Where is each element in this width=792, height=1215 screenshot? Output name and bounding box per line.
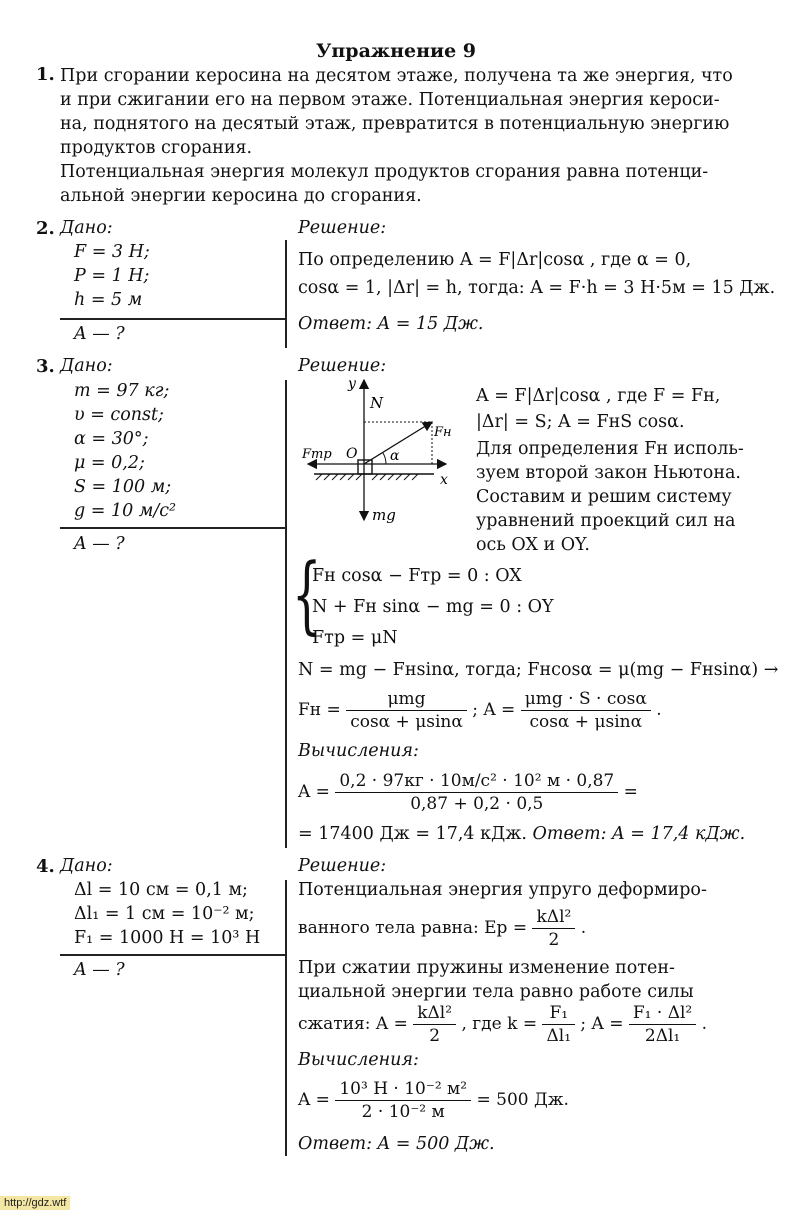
formula-text: ; A = xyxy=(580,1014,624,1034)
solution-line: ось OX и OY. xyxy=(476,535,590,555)
solution-line: |Δr| = S; A = FнS cosα. xyxy=(476,412,685,432)
find-label: A — ? xyxy=(74,960,125,980)
given-item: μ = 0,2; xyxy=(74,453,145,473)
body-block xyxy=(358,460,372,474)
given-item: F = 3 Н; xyxy=(74,242,150,262)
problem-1-line: и при сжигании его на первом этаже. Потенциальная энергия кероси- xyxy=(60,90,720,110)
solution-line: A = F|Δr|cosα , где F = Fн, xyxy=(476,386,721,406)
numerator: 10³ Н · 10⁻² м² xyxy=(335,1078,471,1101)
denominator: 0,87 + 0,2 · 0,5 xyxy=(410,794,544,814)
problem-4-number: 4. xyxy=(36,856,55,877)
problem-1-line: При сгорании керосина на десятом этаже, получена та же энергия, что xyxy=(60,66,733,86)
given-item: υ = const; xyxy=(74,405,164,425)
fraction xyxy=(521,688,651,733)
formula-text: . xyxy=(701,1014,708,1034)
solution-line: Потенциальная энергия упруго деформиро- xyxy=(298,880,707,900)
solution-label: Решение: xyxy=(298,356,387,376)
answer: Ответ: A = 15 Дж. xyxy=(298,314,484,334)
force-diagram xyxy=(294,374,464,530)
problem-1-number: 1. xyxy=(36,64,55,85)
fraction xyxy=(335,1078,471,1123)
denominator: 2Δl₁ xyxy=(644,1026,681,1046)
denominator: Δl₁ xyxy=(546,1026,572,1046)
problem-1-line: Потенциальная энергия молекул продуктов сгорания равна потенци- xyxy=(60,162,709,182)
numerator: kΔl² xyxy=(413,1002,456,1025)
denominator: 2 xyxy=(429,1026,441,1046)
formula-text: . xyxy=(656,700,662,720)
formula-row xyxy=(298,688,662,733)
formula-text: . xyxy=(580,918,587,938)
system-equation: Fн cosα − Fтр = 0 : OX xyxy=(312,566,522,586)
numerator: kΔl² xyxy=(532,906,575,929)
label-fn: Fн xyxy=(434,425,452,440)
given-item: P = 1 Н; xyxy=(74,266,150,286)
problem-3-number: 3. xyxy=(36,356,55,377)
given-item: Δl₁ = 1 см = 10⁻² м; xyxy=(74,904,255,924)
problem-1-line: на, поднятого на десятый этаж, превратится в потенциальную энергию xyxy=(60,114,730,134)
given-item: m = 97 кг; xyxy=(74,381,170,401)
formula-text: = xyxy=(623,782,638,802)
problem-1-line: продуктов сгорания. xyxy=(60,138,253,158)
watermark-link[interactable]: http://gdz.wtf xyxy=(0,1196,70,1210)
solution-line: Для определения Fн исполь- xyxy=(476,439,744,459)
calc-label: Вычисления: xyxy=(298,1050,419,1070)
denominator: cosα + μsinα xyxy=(529,712,643,732)
numerator: F₁ · Δl² xyxy=(629,1002,696,1025)
solution-line: cosα = 1, |Δr| = h, тогда: A = F·h = 3 Н·5м = 15 Дж. xyxy=(298,278,776,298)
given-item: F₁ = 1000 Н = 10³ Н xyxy=(74,928,261,948)
fraction xyxy=(335,770,618,815)
label-alpha: α xyxy=(390,448,400,464)
find-label: A — ? xyxy=(74,534,125,554)
formula-row xyxy=(298,906,586,951)
label-o: O xyxy=(346,446,358,462)
system-brace: { xyxy=(292,545,322,643)
given-divider xyxy=(60,318,286,320)
page-title: Упражнение 9 xyxy=(315,40,477,62)
alpha-arc xyxy=(383,453,386,464)
find-label: A — ? xyxy=(74,324,125,344)
problem-4-dano: Дано: xyxy=(60,856,113,876)
label-x: x xyxy=(440,472,448,488)
calc-label: Вычисления: xyxy=(298,741,419,761)
formula-text: A = xyxy=(298,782,330,802)
calc-result xyxy=(298,824,745,844)
result-text: = 17400 Дж = 17,4 кДж. xyxy=(298,824,527,844)
solution-line: При сжатии пружины изменение потен- xyxy=(298,958,675,978)
column-divider xyxy=(285,240,287,348)
problem-2-number: 2. xyxy=(36,218,55,239)
solution-label: Решение: xyxy=(298,218,387,238)
column-divider xyxy=(285,880,287,1156)
solution-label: Решение: xyxy=(298,856,387,876)
problem-1-text xyxy=(60,64,770,208)
denominator: cosα + μsinα xyxy=(350,712,463,732)
fraction xyxy=(542,1002,575,1047)
solution-line: Составим и решим систему xyxy=(476,487,732,507)
formula-text: сжатия: A = xyxy=(298,1014,408,1034)
given-item: S = 100 м; xyxy=(74,477,172,497)
formula-text: ; A = xyxy=(472,700,516,720)
solution-line: N = mg − Fнsinα, тогда; Fнcosα = μ(mg − Fнsinα) → xyxy=(298,660,779,680)
label-n: N xyxy=(370,394,384,412)
formula-text: , где k = xyxy=(461,1014,538,1034)
formula-row xyxy=(298,1002,707,1047)
answer: Ответ: A = 17,4 кДж. xyxy=(532,824,746,844)
formula-text: ванного тела равна: Eр = xyxy=(298,918,528,938)
given-divider xyxy=(60,527,286,529)
numerator: F₁ xyxy=(542,1002,575,1025)
given-item: g = 10 м/с² xyxy=(74,501,177,521)
calc-row xyxy=(298,1078,569,1123)
system-equation: N + Fн sinα − mg = 0 : OY xyxy=(312,597,554,617)
label-y: y xyxy=(348,376,356,392)
label-ftr: Fтр xyxy=(302,447,332,462)
denominator: 2 · 10⁻² м xyxy=(361,1102,445,1122)
fraction xyxy=(629,1002,696,1047)
formula-text: Fн = xyxy=(298,700,341,720)
given-item: Δl = 10 см = 0,1 м; xyxy=(74,880,248,900)
problem-1-line: альной энергии керосина до сгорания. xyxy=(60,186,422,206)
fraction xyxy=(346,688,467,733)
system-equation: Fтр = μN xyxy=(312,628,398,648)
numerator: μmg · S · cosα xyxy=(521,688,651,711)
formula-text: A = xyxy=(298,1090,330,1110)
solution-line: циальной энергии тела равно работе силы xyxy=(298,982,694,1002)
problem-2-dano: Дано: xyxy=(60,218,113,238)
solution-line: По определению A = F|Δr|cosα , где α = 0, xyxy=(298,250,692,270)
fraction xyxy=(413,1002,456,1047)
solution-line: уравнений проекций сил на xyxy=(476,511,736,531)
given-item: α = 30°; xyxy=(74,429,149,449)
problem-3-dano: Дано: xyxy=(60,356,113,376)
given-divider xyxy=(60,954,286,956)
given-item: h = 5 м xyxy=(74,290,143,310)
numerator: 0,2 · 97кг · 10м/с² · 10² м · 0,87 xyxy=(335,770,618,793)
numerator: μmg xyxy=(346,688,467,711)
formula-text: = 500 Дж. xyxy=(476,1090,569,1110)
denominator: 2 xyxy=(548,930,560,950)
answer: Ответ: A = 500 Дж. xyxy=(298,1134,495,1154)
label-mg: mg xyxy=(372,506,396,524)
calc-row xyxy=(298,770,638,815)
fraction xyxy=(532,906,575,951)
ground-hatching xyxy=(316,474,418,480)
column-divider xyxy=(285,380,287,848)
solution-line: зуем второй закон Ньютона. xyxy=(476,463,741,483)
